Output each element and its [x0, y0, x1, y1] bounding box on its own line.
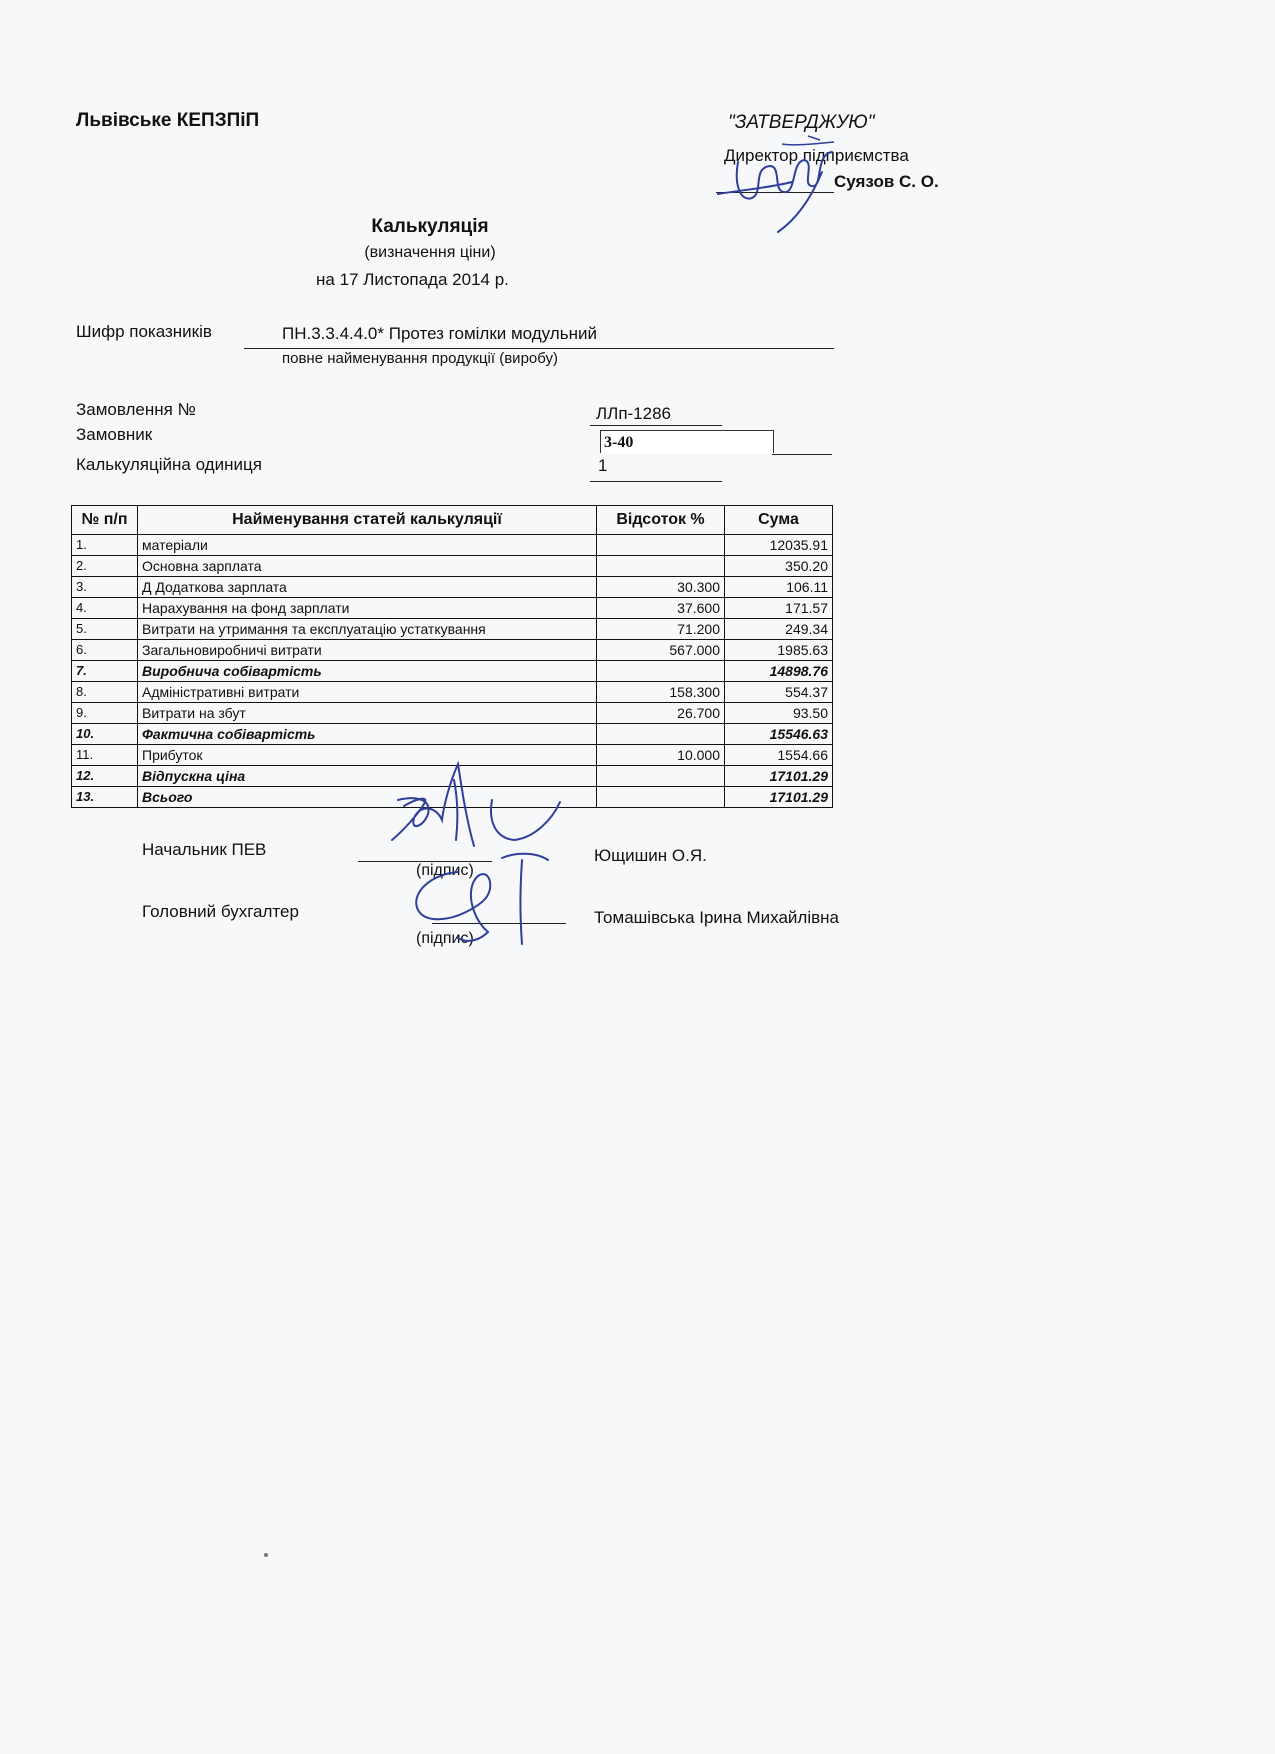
row-sum: 249.34 — [725, 619, 833, 640]
order-value: ЛЛп-1286 — [596, 404, 671, 423]
table-row — [72, 640, 833, 661]
row-number: 13. — [72, 787, 138, 808]
row-sum: 93.50 — [725, 703, 833, 724]
row-sum: 15546.63 — [725, 724, 833, 745]
row-name: Всього — [138, 787, 597, 808]
row-sum: 171.57 — [725, 598, 833, 619]
row-number: 11. — [72, 745, 138, 766]
unit-underline — [590, 481, 722, 482]
row-name: Витрати на збут — [138, 703, 597, 724]
row-sum: 14898.76 — [725, 661, 833, 682]
order-underline — [590, 425, 722, 426]
row-sum: 1985.63 — [725, 640, 833, 661]
customer-underline — [772, 454, 832, 455]
row-number: 3. — [72, 577, 138, 598]
chief-accountant-signature-caption: (підпис) — [416, 930, 474, 947]
row-name: Прибуток — [138, 745, 597, 766]
unit-value: 1 — [598, 456, 608, 475]
row-name: Виробнича собівартість — [138, 661, 597, 682]
row-name: Витрати на утримання та експлуатацію устаткування — [138, 619, 597, 640]
row-percent — [597, 766, 725, 787]
table-header-row — [72, 506, 833, 535]
header-item-name: Найменування статей калькуляції — [138, 506, 597, 535]
row-number: 12. — [72, 766, 138, 787]
table-row — [72, 556, 833, 577]
product-code-value: ПН.3.3.4.4.0* Протез гомілки модульний — [282, 324, 597, 343]
row-name: Загальновиробничі витрати — [138, 640, 597, 661]
table-row — [72, 745, 833, 766]
row-number: 10. — [72, 724, 138, 745]
row-percent — [597, 535, 725, 556]
row-number: 9. — [72, 703, 138, 724]
scan-speck — [264, 1553, 268, 1557]
table-row — [72, 703, 833, 724]
row-sum: 17101.29 — [725, 787, 833, 808]
row-name: Нарахування на фонд зарплати — [138, 598, 597, 619]
chief-accountant-signature-line — [432, 923, 566, 924]
customer-value: 3-40 — [604, 434, 634, 451]
row-number: 4. — [72, 598, 138, 619]
product-code-label: Шифр показників — [76, 322, 212, 341]
table-row — [72, 682, 833, 703]
approval-position: Директор підприємства — [724, 146, 909, 165]
row-sum: 17101.29 — [725, 766, 833, 787]
row-name: матеріали — [138, 535, 597, 556]
table-row — [72, 661, 833, 682]
row-name: Адміністративні витрати — [138, 682, 597, 703]
table-row — [72, 535, 833, 556]
approval-title: "ЗАТВЕРДЖУЮ" — [728, 112, 875, 133]
row-sum: 12035.91 — [725, 535, 833, 556]
row-percent: 26.700 — [597, 703, 725, 724]
row-percent: 567.000 — [597, 640, 725, 661]
head-economist-signature-caption: (підпис) — [416, 862, 474, 879]
row-percent — [597, 556, 725, 577]
row-name: Фактична собівартість — [138, 724, 597, 745]
row-number: 2. — [72, 556, 138, 577]
header-number: № п/п — [72, 506, 138, 535]
document-title: Калькуляція — [371, 216, 489, 237]
table-row — [72, 766, 833, 787]
row-percent: 37.600 — [597, 598, 725, 619]
table-row — [72, 577, 833, 598]
row-percent: 158.300 — [597, 682, 725, 703]
document-date: на 17 Листопада 2014 р. — [316, 270, 509, 289]
head-economist-role: Начальник ПЕВ — [142, 840, 267, 859]
row-percent: 30.300 — [597, 577, 725, 598]
row-percent — [597, 724, 725, 745]
row-percent — [597, 787, 725, 808]
approval-name: Суязов С. О. — [834, 172, 939, 191]
customer-label: Замовник — [76, 425, 153, 444]
table-row — [72, 598, 833, 619]
row-percent: 71.200 — [597, 619, 725, 640]
row-number: 8. — [72, 682, 138, 703]
product-code-caption: повне найменування продукції (виробу) — [282, 350, 559, 367]
row-number: 1. — [72, 535, 138, 556]
head-economist-name: Ющишин О.Я. — [594, 846, 707, 865]
calculation-table — [71, 505, 833, 808]
approval-signature-line — [716, 192, 834, 193]
order-label: Замовлення № — [76, 400, 196, 419]
row-name: Д Додаткова зарплата — [138, 577, 597, 598]
header-percent: Відсоток % — [597, 506, 725, 535]
header-sum: Сума — [725, 506, 833, 535]
table-row — [72, 619, 833, 640]
row-name: Відпускна ціна — [138, 766, 597, 787]
table-row — [72, 724, 833, 745]
product-code-underline — [244, 348, 834, 349]
row-number: 5. — [72, 619, 138, 640]
row-number: 6. — [72, 640, 138, 661]
row-percent: 10.000 — [597, 745, 725, 766]
row-sum: 1554.66 — [725, 745, 833, 766]
chief-accountant-role: Головний бухгалтер — [142, 902, 299, 921]
document-subtitle: (визначення ціни) — [364, 244, 496, 261]
row-number: 7. — [72, 661, 138, 682]
table-row — [72, 787, 833, 808]
row-percent — [597, 661, 725, 682]
row-sum: 554.37 — [725, 682, 833, 703]
chief-accountant-name: Томашівська Ірина Михайлівна — [594, 908, 839, 927]
unit-label: Калькуляційна одиниця — [76, 455, 262, 474]
row-name: Основна зарплата — [138, 556, 597, 577]
organization-name: Львівське КЕПЗПіП — [76, 110, 260, 131]
row-sum: 350.20 — [725, 556, 833, 577]
row-sum: 106.11 — [725, 577, 833, 598]
